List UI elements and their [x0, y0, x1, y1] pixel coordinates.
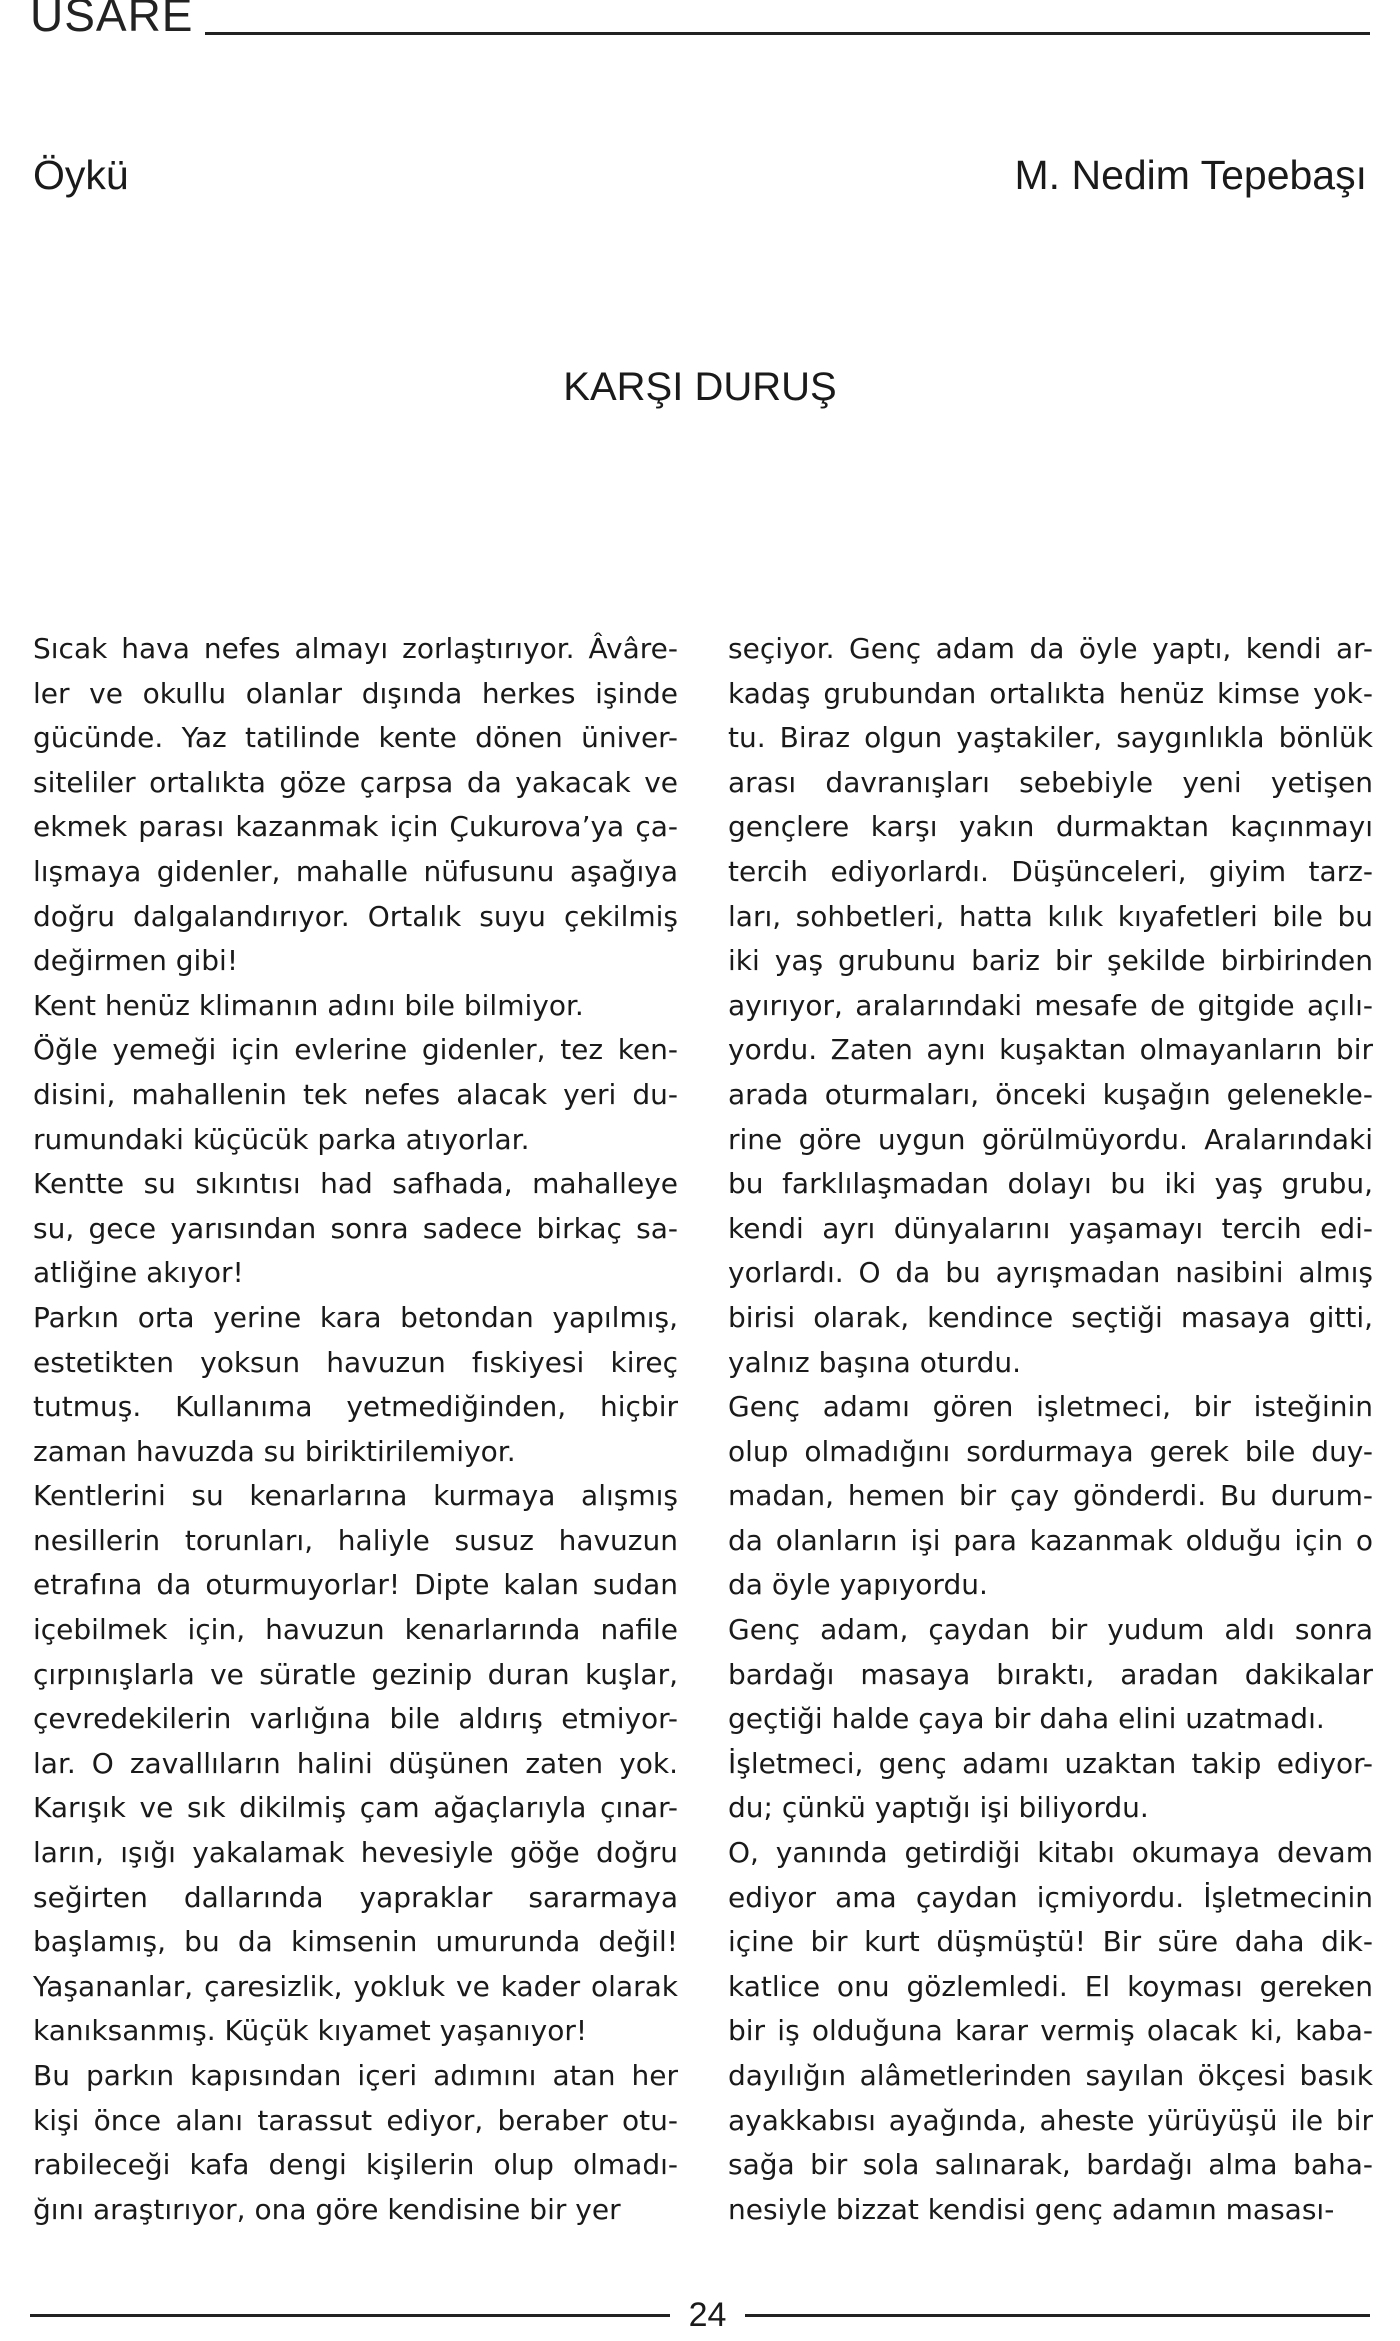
paragraph	[33, 984, 678, 1029]
text-line: ları, sohbetleri, hatta kılık kıyafetleri bile bu	[728, 899, 1373, 933]
text-line: Sıcak hava nefes almayı zorlaştırıyor. Âvâre-	[33, 632, 678, 665]
text-line: Kentlerini su kenarlarına kurmaya alışmış	[33, 1479, 678, 1513]
footer-rule-right	[745, 2314, 1370, 2317]
text-line: bardağı masaya bıraktı, aradan dakikalar	[728, 1657, 1373, 1691]
author-name: M. Nedim Tepebaşı	[1014, 152, 1367, 198]
text-line: kanıksanmış. Küçük kıyamet yaşanıyor!	[33, 2014, 588, 2048]
text-line: kişi önce alanı tarassut ediyor, beraber otu-	[33, 2103, 678, 2137]
text-line: kadaş grubundan ortalıkta henüz kimse yok-	[728, 676, 1373, 710]
text-line: gençlere karşı yakın durmaktan kaçınmayı	[728, 810, 1373, 844]
text-line: da olanların işi para kazanmak olduğu için o	[728, 1523, 1373, 1557]
text-line: seçiyor. Genç adam da öyle yaptı, kendi ar-	[728, 632, 1373, 665]
story-title: KARŞI DURUŞ	[563, 365, 837, 409]
text-line: kendi ayrı dünyalarını yaşamayı tercih edi-	[728, 1211, 1373, 1245]
paragraph	[728, 1742, 1373, 1831]
text-line: başlamış, bu da kimsenin umurunda değil!	[33, 1925, 678, 1959]
text-line: estetikten yoksun havuzun fıskiyesi kireç	[33, 1345, 678, 1379]
text-line: içine bir kurt düşmüştü! Bir süre daha dik-	[728, 1925, 1373, 1959]
text-line: nesillerin torunları, haliyle susuz havuzun	[33, 1523, 678, 1557]
text-line: iki yaş grubunu bariz bir şekilde birbirinden	[728, 944, 1373, 978]
text-column-right	[728, 627, 1373, 2232]
genre-label: Öykü	[33, 152, 129, 198]
text-line: Parkın orta yerine kara betondan yapılmış,	[33, 1300, 678, 1334]
text-line: gücünde. Yaz tatilinde kente dönen üniver-	[33, 721, 678, 755]
text-line: nesiyle bizzat kendisi genç adamın masası-	[728, 2192, 1335, 2226]
text-line: seğirten dallarında yapraklar sararmaya	[33, 1880, 678, 1914]
footer-rule-left	[30, 2314, 670, 2317]
text-column-left	[33, 627, 678, 2232]
text-line: ediyor ama çaydan içmiyordu. İşletmecinin	[728, 1880, 1373, 1914]
text-line: geçtiği halde çaya bir daha elini uzatmadı.	[728, 1702, 1325, 1736]
text-line: dayılığın alâmetlerinden sayılan ökçesi basık	[728, 2059, 1373, 2092]
text-line: İşletmeci, genç adamı uzaktan takip ediyor-	[728, 1746, 1373, 1780]
text-line: yordu. Zaten aynı kuşaktan olmayanların bir	[728, 1033, 1373, 1067]
text-line: ayakkabısı ayağında, aheste yürüyüşü ile bir	[728, 2103, 1373, 2137]
paragraph	[33, 2054, 678, 2232]
text-line: lışmaya gidenler, mahalle nüfusunu aşağıya	[33, 854, 678, 888]
text-line: O, yanında getirdiği kitabı okumaya devam	[728, 1836, 1373, 1870]
text-line: Genç adam, çaydan bir yudum aldı sonra	[728, 1613, 1373, 1647]
paragraph	[728, 1831, 1373, 2232]
text-line: doğru dalgalandırıyor. Ortalık suyu çekilmiş	[33, 899, 678, 933]
text-line: madan, hemen bir çay gönderdi. Bu durum-	[728, 1479, 1373, 1513]
paragraph	[33, 1028, 678, 1162]
paragraph	[728, 1385, 1373, 1608]
text-line: arada oturmaları, önceki kuşağın gelenekle-	[728, 1077, 1373, 1111]
text-line: arası davranışları sebebiyle yeni yetişen	[728, 765, 1373, 799]
text-line: disini, mahallenin tek nefes alacak yeri du-	[33, 1077, 678, 1111]
paragraph	[33, 627, 678, 984]
paragraph	[728, 1608, 1373, 1742]
text-line: zaman havuzda su biriktirilemiyor.	[33, 1434, 516, 1468]
text-line: katlice onu gözlemledi. El koyması gereken	[728, 1969, 1373, 2003]
paragraph	[33, 1162, 678, 1296]
masthead	[30, 0, 1370, 44]
text-line: du; çünkü yaptığı işi biliyordu.	[728, 1791, 1149, 1825]
text-line: çevredekilerin varlığına bile aldırış etmiyor-	[33, 1702, 678, 1736]
text-line: Karışık ve sık dikilmiş çam ağaçlarıyla çınar-	[33, 1791, 678, 1825]
text-line: rine göre uygun görülmüyordu. Aralarındaki	[728, 1122, 1373, 1156]
text-line: atliğine akıyor!	[33, 1256, 244, 1290]
text-line: ekmek parası kazanmak için Çukurova’ya ça-	[33, 810, 678, 844]
page-number: 24	[688, 2296, 727, 2334]
paragraph	[33, 1296, 678, 1474]
paragraph	[728, 627, 1373, 1385]
text-line: yorlardı. O da bu ayrışmadan nasibini almış	[728, 1256, 1373, 1290]
text-line: değirmen gibi!	[33, 944, 239, 978]
text-line: yalnız başına oturdu.	[728, 1345, 1022, 1379]
text-line: su, gece yarısından sonra sadece birkaç sa-	[33, 1211, 678, 1245]
text-line: da öyle yapıyordu.	[728, 1568, 988, 1602]
text-line: etrafına da oturmuyorlar! Dipte kalan sudan	[33, 1568, 678, 1602]
text-line: ların, ışığı yakalamak hevesiyle göğe doğru	[33, 1836, 678, 1870]
text-line: içebilmek için, havuzun kenarlarında nafile	[33, 1613, 678, 1647]
text-line: bir iş olduğuna karar vermiş olacak ki, kaba-	[728, 2014, 1373, 2048]
text-line: Kentte su sıkıntısı had safhada, mahalleye	[33, 1167, 678, 1201]
text-line: tutmuş. Kullanıma yetmediğinden, hiçbir	[33, 1390, 678, 1424]
text-line: Bu parkın kapısından içeri adımını atan her	[33, 2059, 678, 2092]
text-line: olup olmadığını sordurmaya gerek bile duy-	[728, 1434, 1373, 1468]
text-line: lar. O zavallıların halini düşünen zaten yok.	[33, 1746, 678, 1780]
text-line: rabileceği kafa dengi kişilerin olup olmadı-	[33, 2148, 678, 2182]
text-line: Öğle yemeği için evlerine gidenler, tez ken-	[33, 1033, 678, 1067]
text-line: ğını araştırıyor, ona göre kendisine bir yer	[33, 2192, 621, 2226]
magazine-name: USARE	[30, 0, 205, 40]
text-line: rumundaki küçücük parka atıyorlar.	[33, 1122, 530, 1156]
text-line: siteliler ortalıkta göze çarpsa da yakacak ve	[33, 765, 678, 799]
page-footer	[30, 2290, 1370, 2340]
text-line: Yaşananlar, çaresizlik, yokluk ve kader olarak	[33, 1969, 678, 2003]
text-line: Genç adamı gören işletmeci, bir isteğinin	[728, 1390, 1373, 1424]
text-line: Kent henüz klimanın adını bile bilmiyor.	[33, 988, 584, 1022]
text-line: bu farklılaşmadan dolayı bu iki yaş grubu,	[728, 1167, 1373, 1201]
text-line: ler ve okullu olanlar dışında herkes işinde	[33, 676, 678, 710]
text-line: çırpınışlarla ve süratle gezinip duran kuşlar,	[33, 1657, 678, 1691]
text-line: tu. Biraz olgun yaştakiler, saygınlıkla bönlük	[728, 721, 1373, 755]
paragraph	[33, 1474, 678, 2054]
text-line: tercih ediyorlardı. Düşünceleri, giyim tarz-	[728, 854, 1373, 888]
text-line: ayırıyor, aralarındaki mesafe de gitgide açılı-	[728, 988, 1373, 1022]
text-line: sağa bir sola salınarak, bardağı alma baha-	[728, 2148, 1373, 2182]
text-line: birisi olarak, kendince seçtiği masaya gitti,	[728, 1300, 1373, 1334]
masthead-rule	[30, 32, 1370, 35]
